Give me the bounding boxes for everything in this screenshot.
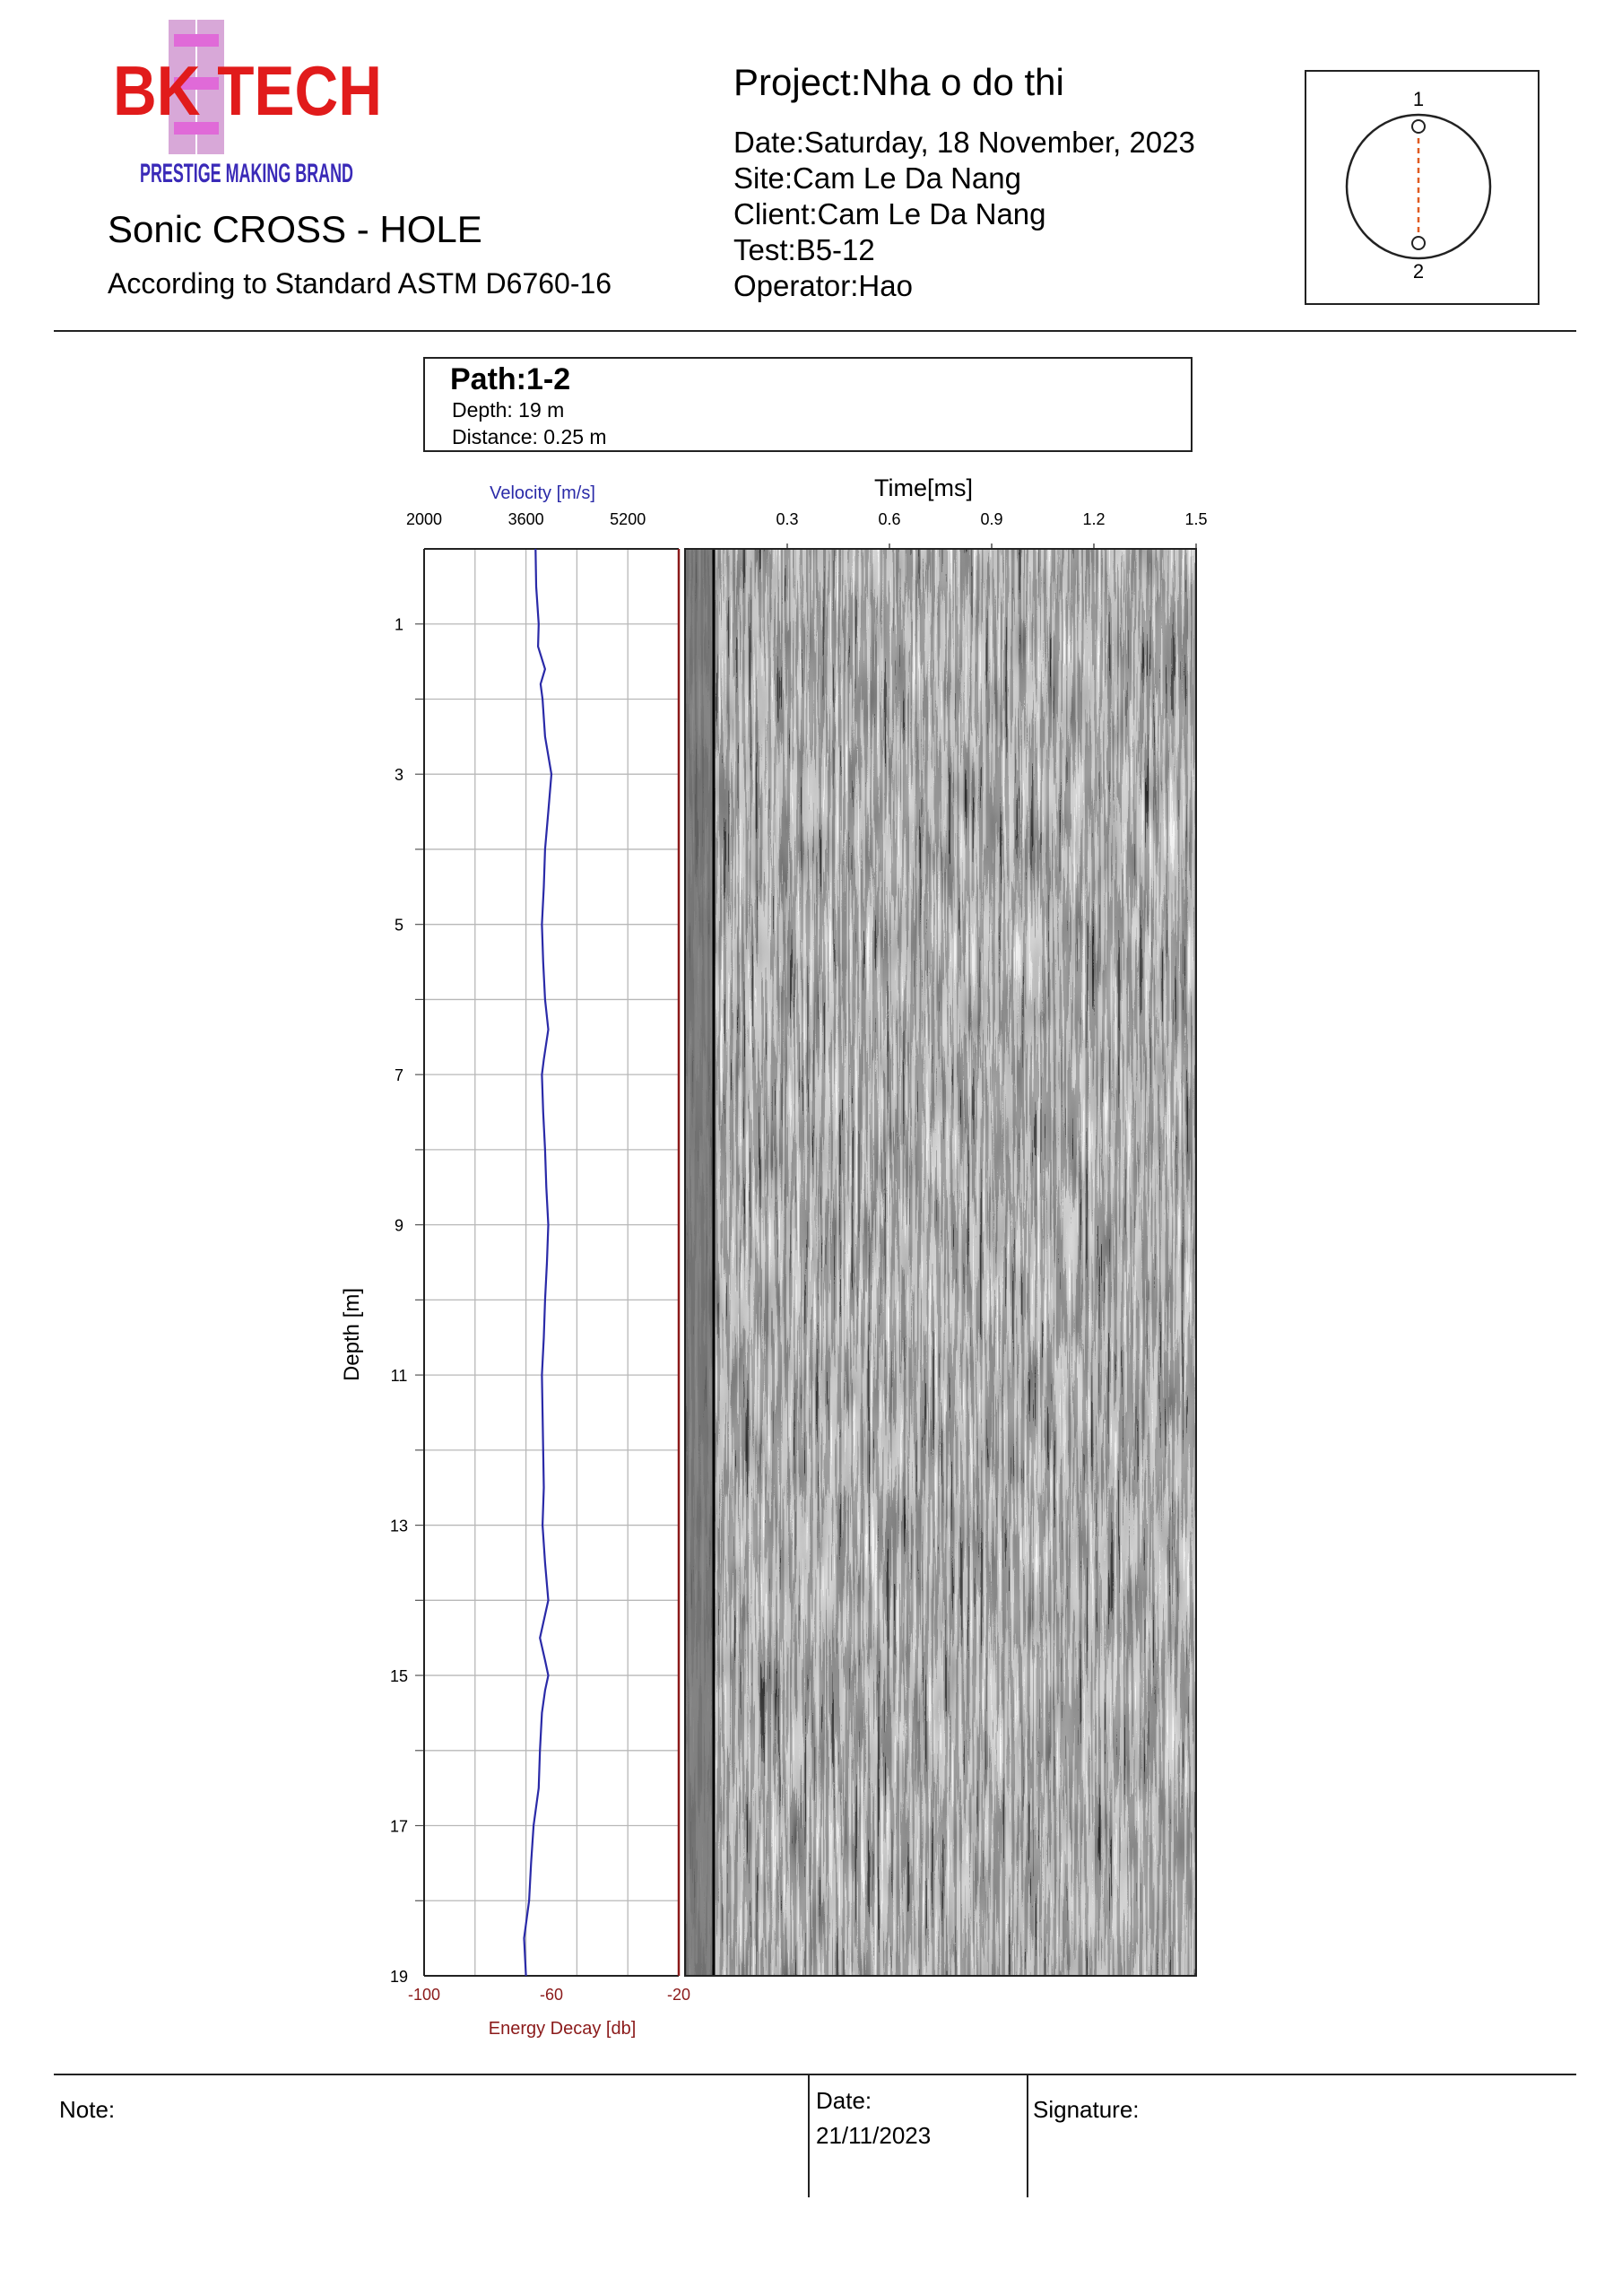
report-title: Sonic CROSS - HOLE <box>108 208 482 250</box>
time-axis-label: Time[ms] <box>874 474 973 501</box>
footer-sep-1 <box>808 2074 810 2197</box>
depth-tick-label: 1 <box>394 615 404 634</box>
footer-sep-2 <box>1027 2074 1028 2197</box>
waveform-arrivals <box>685 549 1196 1976</box>
depth-tick-label: 7 <box>394 1066 404 1085</box>
energy-axis-label: Energy Decay [db] <box>488 2019 637 2039</box>
project-date: Date:Saturday, 18 November, 2023 <box>733 126 1195 159</box>
depth-tick-label: 5 <box>394 916 404 935</box>
time-tick-label: 1.2 <box>1082 510 1106 528</box>
project-title: Project:Nha o do thi <box>733 61 1064 103</box>
time-tick-label: 0.3 <box>776 510 799 528</box>
date-value: 21/11/2023 <box>816 2122 932 2149</box>
energy-tick-label: -60 <box>539 1986 564 2004</box>
report-standard: According to Standard ASTM D6760-16 <box>108 267 612 300</box>
velocity-tick-label: 2000 <box>405 510 443 528</box>
path-label: Path:1-2 <box>450 362 571 396</box>
project-operator: Operator:Hao <box>733 269 913 302</box>
tube-2-label: 2 <box>1412 260 1425 283</box>
tube-1-label: 1 <box>1412 88 1425 110</box>
waveform-early-band <box>685 549 714 1976</box>
energy-tick-label: -20 <box>666 1986 691 2004</box>
logo-tagline: PRESTIGE MAKING BRAND <box>140 159 353 188</box>
date-label: Date: <box>816 2087 872 2114</box>
depth-tick-label: 11 <box>390 1367 408 1386</box>
velocity-tick-label: 5200 <box>610 510 646 528</box>
path-depth: Depth: 19 m <box>452 398 565 422</box>
path-distance: Distance: 0.25 m <box>452 425 607 448</box>
depth-tick-label: 15 <box>389 1667 409 1686</box>
logo-brand-text: BK TECH <box>113 51 382 130</box>
project-test: Test:B5-12 <box>733 233 875 266</box>
footer-divider <box>54 2074 1576 2075</box>
project-client: Client:Cam Le Da Nang <box>733 197 1046 230</box>
depth-tick-label: 19 <box>389 1968 409 1986</box>
signature-label: Signature: <box>1033 2096 1140 2123</box>
time-tick-label: 0.9 <box>980 510 1003 528</box>
time-tick-label: 1.5 <box>1184 510 1208 528</box>
depth-axis-label: Depth [m] <box>340 1287 364 1382</box>
velocity-tick-label: 3600 <box>507 510 544 528</box>
waveform-panel <box>685 510 1208 1976</box>
energy-tick-label: -100 <box>407 1986 441 2004</box>
velocity-plot-area <box>424 549 679 1976</box>
depth-tick-label: 13 <box>389 1517 409 1535</box>
depth-tick-label: 17 <box>389 1817 409 1836</box>
depth-tick-label: 3 <box>394 766 404 785</box>
project-site: Site:Cam Le Da Nang <box>733 161 1021 195</box>
velocity-axis-label: Velocity [m/s] <box>490 483 595 503</box>
note-label: Note: <box>59 2096 116 2123</box>
time-tick-label: 0.6 <box>878 510 901 528</box>
velocity-panel <box>390 510 690 2004</box>
depth-tick-label: 9 <box>394 1216 404 1235</box>
